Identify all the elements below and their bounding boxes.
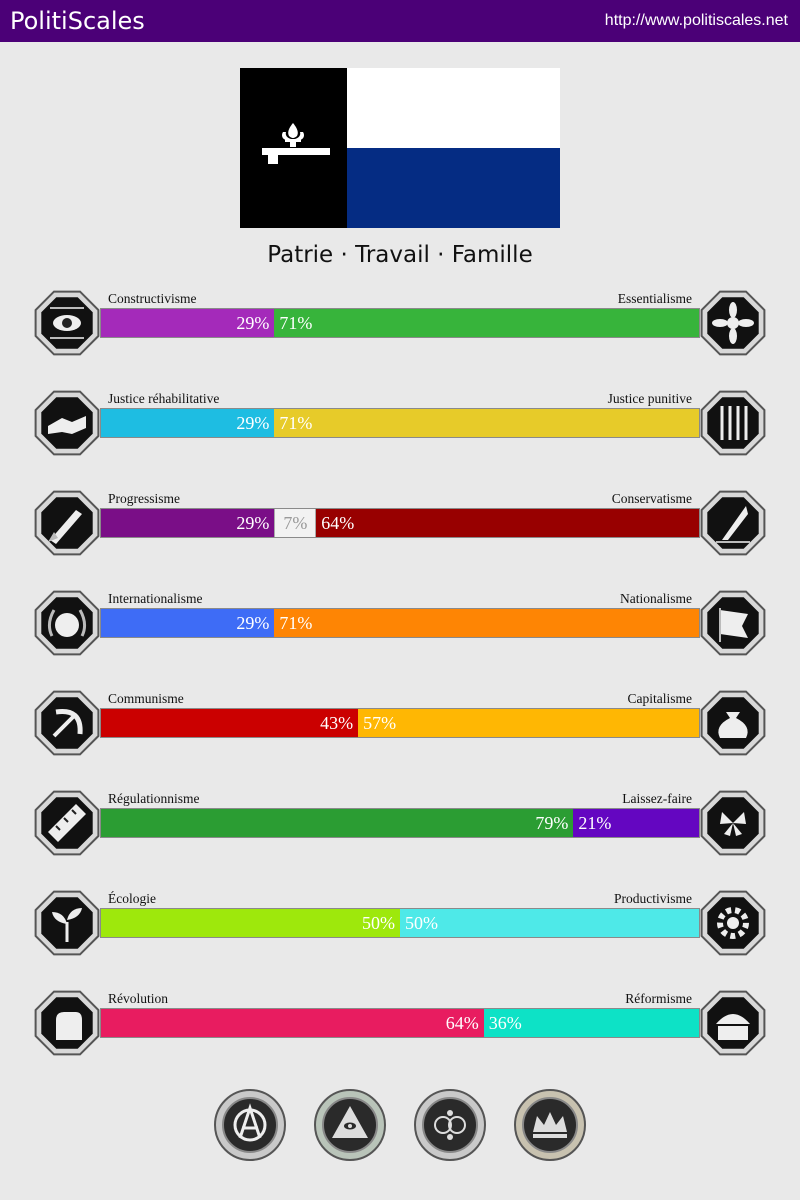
axis-left-label: Justice réhabilitative bbox=[108, 391, 220, 406]
axis-bar bbox=[100, 608, 700, 638]
eye-crowd-icon bbox=[32, 288, 102, 358]
left-segment: 64% bbox=[101, 1009, 484, 1037]
right-segment: 71% bbox=[274, 609, 699, 637]
left-segment: 43% bbox=[101, 709, 358, 737]
neutral-segment: 7% bbox=[274, 509, 316, 537]
left-segment: 79% bbox=[101, 809, 573, 837]
right-segment: 64% bbox=[316, 509, 699, 537]
axis-row bbox=[0, 588, 800, 688]
header-bar bbox=[0, 0, 800, 42]
brand-title[interactable]: PolitiScales bbox=[10, 7, 145, 35]
axis-row bbox=[0, 288, 800, 388]
axis-right-label: Essentialisme bbox=[617, 291, 692, 306]
right-segment: 71% bbox=[274, 409, 699, 437]
handshake-icon bbox=[32, 388, 102, 458]
quill-icon bbox=[698, 488, 768, 558]
axis-bar bbox=[100, 808, 700, 838]
left-segment: 29% bbox=[101, 609, 274, 637]
right-segment: 71% bbox=[274, 309, 699, 337]
ruler-icon bbox=[32, 788, 102, 858]
left-segment: 29% bbox=[101, 409, 274, 437]
axis-left-label: Révolution bbox=[108, 991, 168, 1006]
money-bag-icon bbox=[698, 688, 768, 758]
axis-bar bbox=[100, 708, 700, 738]
sprout-icon bbox=[32, 888, 102, 958]
axis-row bbox=[0, 688, 800, 788]
right-segment: 21% bbox=[573, 809, 699, 837]
flag-icon bbox=[698, 588, 768, 658]
right-segment: 57% bbox=[358, 709, 699, 737]
axis-left-label: Internationalisme bbox=[108, 591, 203, 606]
axis-bar bbox=[100, 1008, 700, 1038]
motto: Patrie · Travail · Famille bbox=[267, 242, 533, 268]
gear-icon bbox=[698, 888, 768, 958]
conspiracy-badge-icon bbox=[313, 1088, 387, 1162]
axis-left-label: Progressisme bbox=[108, 491, 180, 506]
anarchism-badge-icon bbox=[213, 1088, 287, 1162]
axis-right-label: Capitalisme bbox=[627, 691, 692, 706]
flag-image bbox=[240, 68, 560, 228]
axis-right-label: Nationalisme bbox=[620, 591, 692, 606]
axis-right-label: Conservatisme bbox=[611, 491, 692, 506]
hammer-sickle-icon bbox=[32, 688, 102, 758]
butterflies-icon bbox=[698, 788, 768, 858]
missionary-badge-icon bbox=[413, 1088, 487, 1162]
fist-icon bbox=[32, 988, 102, 1058]
axis-left-label: Communisme bbox=[108, 691, 184, 706]
prison-bars-icon bbox=[698, 388, 768, 458]
axis-right-label: Justice punitive bbox=[607, 391, 692, 406]
rocket-icon bbox=[32, 488, 102, 558]
axis-row bbox=[0, 788, 800, 888]
axis-bar bbox=[100, 508, 700, 538]
left-segment: 29% bbox=[101, 309, 274, 337]
globe-laurel-icon bbox=[32, 588, 102, 658]
axis-right-label: Réformisme bbox=[625, 991, 692, 1006]
right-segment: 36% bbox=[484, 1009, 699, 1037]
monarchism-badge-icon bbox=[513, 1088, 587, 1162]
axis-right-label: Productivisme bbox=[614, 891, 692, 906]
parliament-icon bbox=[698, 988, 768, 1058]
axis-row bbox=[0, 488, 800, 588]
site-url-link[interactable]: http://www.politiscales.net bbox=[604, 12, 788, 29]
left-segment: 50% bbox=[101, 909, 400, 937]
left-segment: 29% bbox=[101, 509, 274, 537]
badges-row bbox=[0, 1088, 800, 1164]
axis-bar bbox=[100, 308, 700, 338]
right-segment: 50% bbox=[400, 909, 699, 937]
axis-row bbox=[0, 388, 800, 488]
axis-left-label: Constructivisme bbox=[108, 291, 197, 306]
flower-icon bbox=[698, 288, 768, 358]
axis-row bbox=[0, 888, 800, 988]
axis-right-label: Laissez-faire bbox=[622, 791, 692, 806]
axis-bar bbox=[100, 408, 700, 438]
axis-bar bbox=[100, 908, 700, 938]
axis-left-label: Régulationnisme bbox=[108, 791, 200, 806]
axis-left-label: Écologie bbox=[108, 891, 156, 906]
axis-row bbox=[0, 988, 800, 1088]
